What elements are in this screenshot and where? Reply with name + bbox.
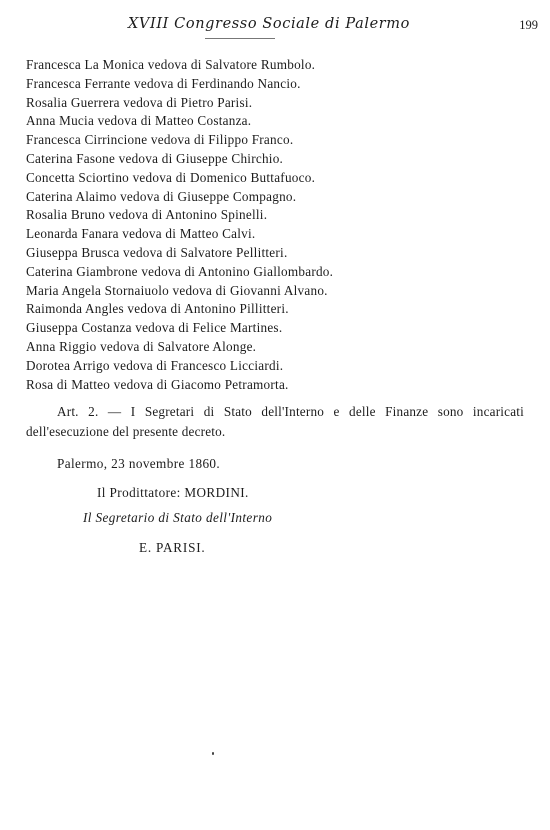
list-item: Dorotea Arrigo vedova di Francesco Licciardi. xyxy=(26,357,284,373)
list-item: Giuseppa Brusca vedova di Salvatore Pellitteri. xyxy=(26,244,288,260)
list-item: Rosalia Guerrera vedova di Pietro Parisi. xyxy=(26,94,253,110)
header-rule xyxy=(205,38,275,39)
list-item: Caterina Fasone vedova di Giuseppe Chirchio. xyxy=(26,150,284,166)
list-item: Leonarda Fanara vedova di Matteo Calvi. xyxy=(26,226,256,242)
list-item: Rosalia Bruno vedova di Antonino Spinelli. xyxy=(26,207,268,223)
dateline: Palermo, 23 novembre 1860. xyxy=(57,456,221,471)
segretario-title: Il Segretario di Stato dell'Interno xyxy=(83,510,273,525)
list-item: Giuseppa Costanza vedova di Felice Martines. xyxy=(26,320,283,336)
list-item: Anna Riggio vedova di Salvatore Alonge. xyxy=(26,338,257,354)
print-speck xyxy=(212,752,214,755)
list-item: Rosa di Matteo vedova di Giacomo Petramorta. xyxy=(26,376,289,392)
list-item: Concetta Sciortino vedova di Domenico Buttafuoco. xyxy=(26,169,316,185)
list-item: Francesca La Monica vedova di Salvatore Rumbolo. xyxy=(26,57,316,72)
list-item: Francesca Cirrincione vedova di Filippo Franco. xyxy=(26,132,294,148)
list-item: Francesca Ferrante vedova di Ferdinando Nancio. xyxy=(26,75,301,91)
running-header-title: XVIII Congresso Sociale di Palermo xyxy=(128,16,410,32)
widows-list xyxy=(26,56,526,394)
prodittatore-signature: Il Prodittatore: MORDINI. xyxy=(97,485,249,500)
page-number: 199 xyxy=(519,18,538,32)
list-item: Anna Mucia vedova di Matteo Costanza. xyxy=(26,113,252,129)
running-header xyxy=(0,14,550,38)
list-item: Caterina Alaimo vedova di Giuseppe Compagno. xyxy=(26,188,297,204)
article-paragraph: Art. 2. — I Segretari di Stato dell'Interno e delle Finanze sono incaricati dell'esecuzione del presente decreto. xyxy=(26,404,524,439)
list-item: Maria Angela Stornaiuolo vedova di Giovanni Alvano. xyxy=(26,282,328,298)
list-item: Raimonda Angles vedova di Antonino Pillitteri. xyxy=(26,301,289,317)
list-item: Caterina Giambrone vedova di Antonino Giallombardo. xyxy=(26,263,334,279)
segretario-signature: E. PARISI. xyxy=(139,540,206,555)
